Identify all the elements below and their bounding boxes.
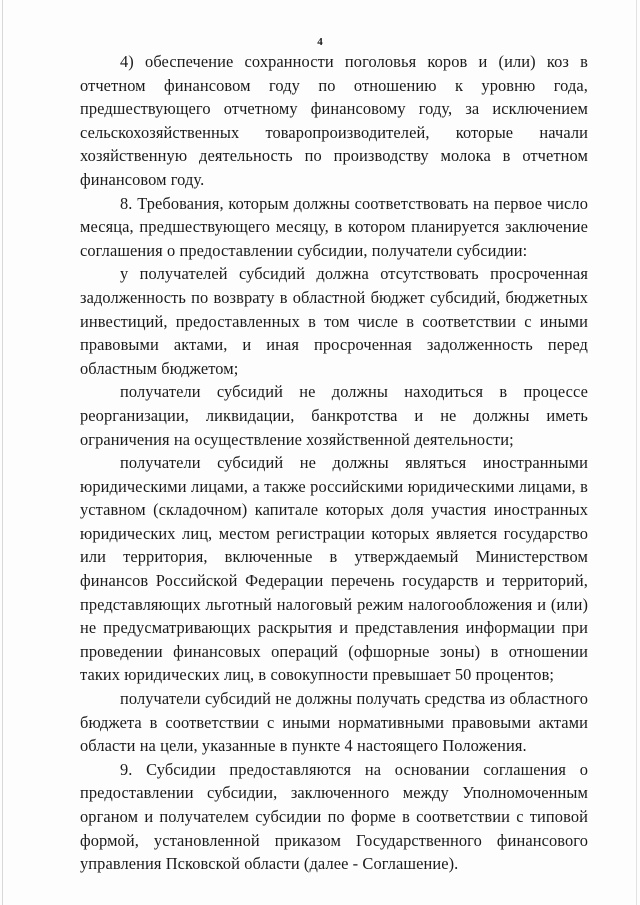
paragraph-requirement-other-funds: получатели субсидий не должны получать средства из областного бюджета в соответствии с иными нормативными правовыми актами области на цели, указанные в пункте 4 настоящего Положения. <box>80 689 588 756</box>
paragraph-requirement-reorganization: получатели субсидий не должны находиться в процессе реорганизации, ликвидации, банкротства и не должны иметь ограничения на осуществление хозяйственной деятельности; <box>80 382 588 449</box>
paragraph-requirement-debt: у получателей субсидий должна отсутствовать просроченная задолженность по возврату в областной бюджет субсидий, бюджетных инвестиций, предоставленных в том числе в соответствии с иными правовыми актами, и иная просроченная задолженность перед областным бюджетом; <box>80 264 588 378</box>
paragraph-section-9: 9. Субсидии предоставляются на основании соглашения о предоставлении субсидии, заключенного между Уполномоченным органом и получателем субсидии по форме в соответствии с типовой формой, установленной приказом Государственного финансового управления Псковской области (далее - Соглашение). <box>80 759 588 874</box>
paragraph-item-4: 4) обеспечение сохранности поголовья коров и (или) коз в отчетном финансовом году по отношению к уровню года, предшествующего отчетному финансовому году, за исключением сельскохозяйственных товаропроизводителей, которые начали хозяйственную деятельность по производству молока в отчетном финансовом году. <box>80 52 588 189</box>
scan-edge-right <box>636 0 637 905</box>
page-number: 4 <box>317 36 323 48</box>
paragraph-section-8: 8. Требования, которым должны соответствовать на первое число месяца, предшествующего месяцу, в котором планируется заключение соглашения о предоставлении субсидии, получатели субсидии: <box>80 193 588 260</box>
paragraph-requirement-foreign: получатели субсидий не должны являться иностранными юридическими лицами, а также российскими юридическими лицами, в уставном (складочном) капитале которых доля участия иностранных юридических лиц, местом регистрации которых является государство или территория, включенные в утверждаемый Министерством финансов Российской Федерации перечень государств и территорий, представляющих льготный налоговый режим налогообложения и (или) не предусматривающих раскрытия и представления информации при проведении финансовых операций (офшорные зоны) в отношении таких юридических лиц, в совокупности превышает 50 процентов; <box>80 453 588 685</box>
document-body <box>80 50 588 876</box>
scan-edge-left <box>2 0 3 905</box>
